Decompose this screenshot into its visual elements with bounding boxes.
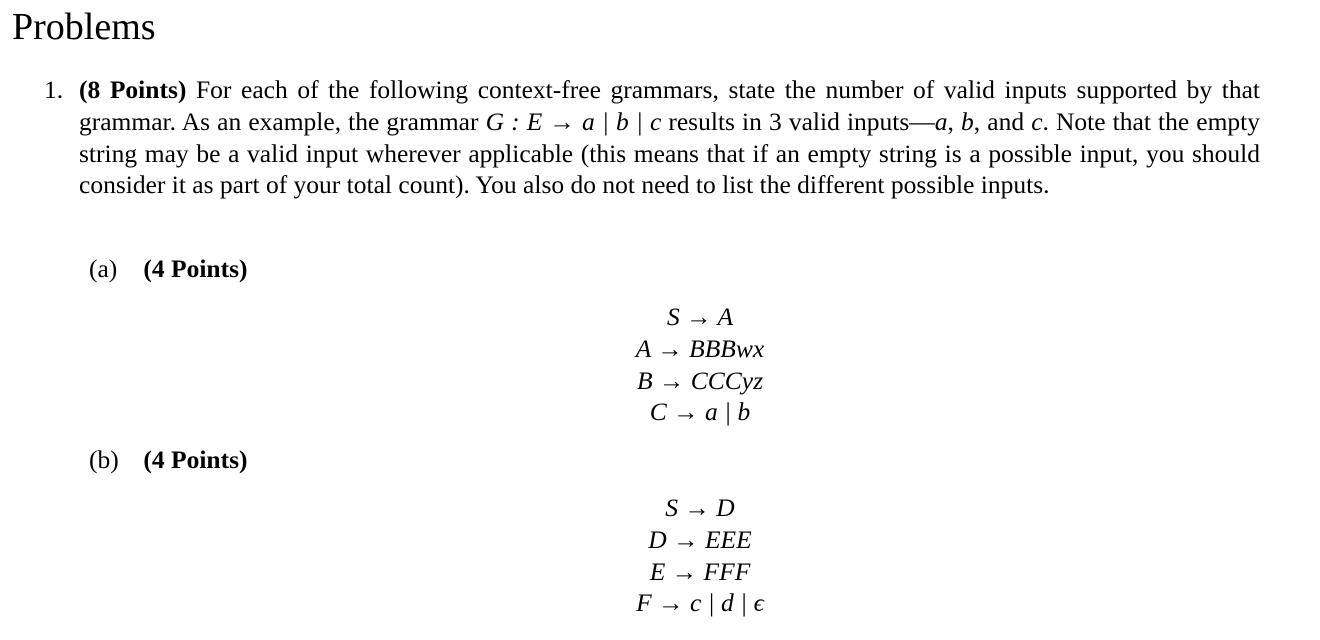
part-a-label: (a) [89,254,118,283]
problem-number: 1. [44,75,64,104]
problem-points: (8 Points) [79,75,187,104]
part-a-points: (4 Points) [143,254,248,283]
grammar-b-rule: D → EEE [648,524,752,554]
problem-1 [44,74,1260,201]
part-a-heading [89,253,248,285]
grammar-b-rule: F → c | d | ϵ [636,588,764,618]
part-b-label: (b) [89,445,119,474]
grammar-a [500,301,900,428]
grammar-a-rule: C → a | b [649,397,751,427]
grammar-a-rule: B → CCCyz [636,365,764,395]
separator-2: , and [973,106,1032,136]
grammar-b-rule: E → FFF [649,556,751,586]
separator-1: , [947,106,962,136]
problem-statement [79,74,1260,201]
grammar-a-rule: A → BBBwx [635,333,765,363]
grammar-a-rule: S → A [666,302,734,331]
section-title: Problems [12,6,156,48]
problem-text-2: results in 3 valid inputs— [661,106,935,136]
part-b-heading [89,444,248,476]
example-input-b: b [961,106,974,136]
problem-text-3: . Note that the empty string may be a valid input wherever applicable (this means that if an empty string is a possible input, you should consider it as part of your total count). You also do not need to list the different possible inputs. [79,106,1261,200]
problem-text-1: For each of the following context-free grammars, state the number of valid inputs supported by that grammar. As an example, the grammar [79,75,1260,136]
example-grammar: G : E → a | b | c [485,106,662,136]
grammar-b [500,492,900,619]
part-b-points: (4 Points) [143,445,248,474]
grammar-b-rule: S → D [665,493,735,522]
example-input-c: c [1031,106,1043,136]
example-input-a: a [934,106,948,136]
